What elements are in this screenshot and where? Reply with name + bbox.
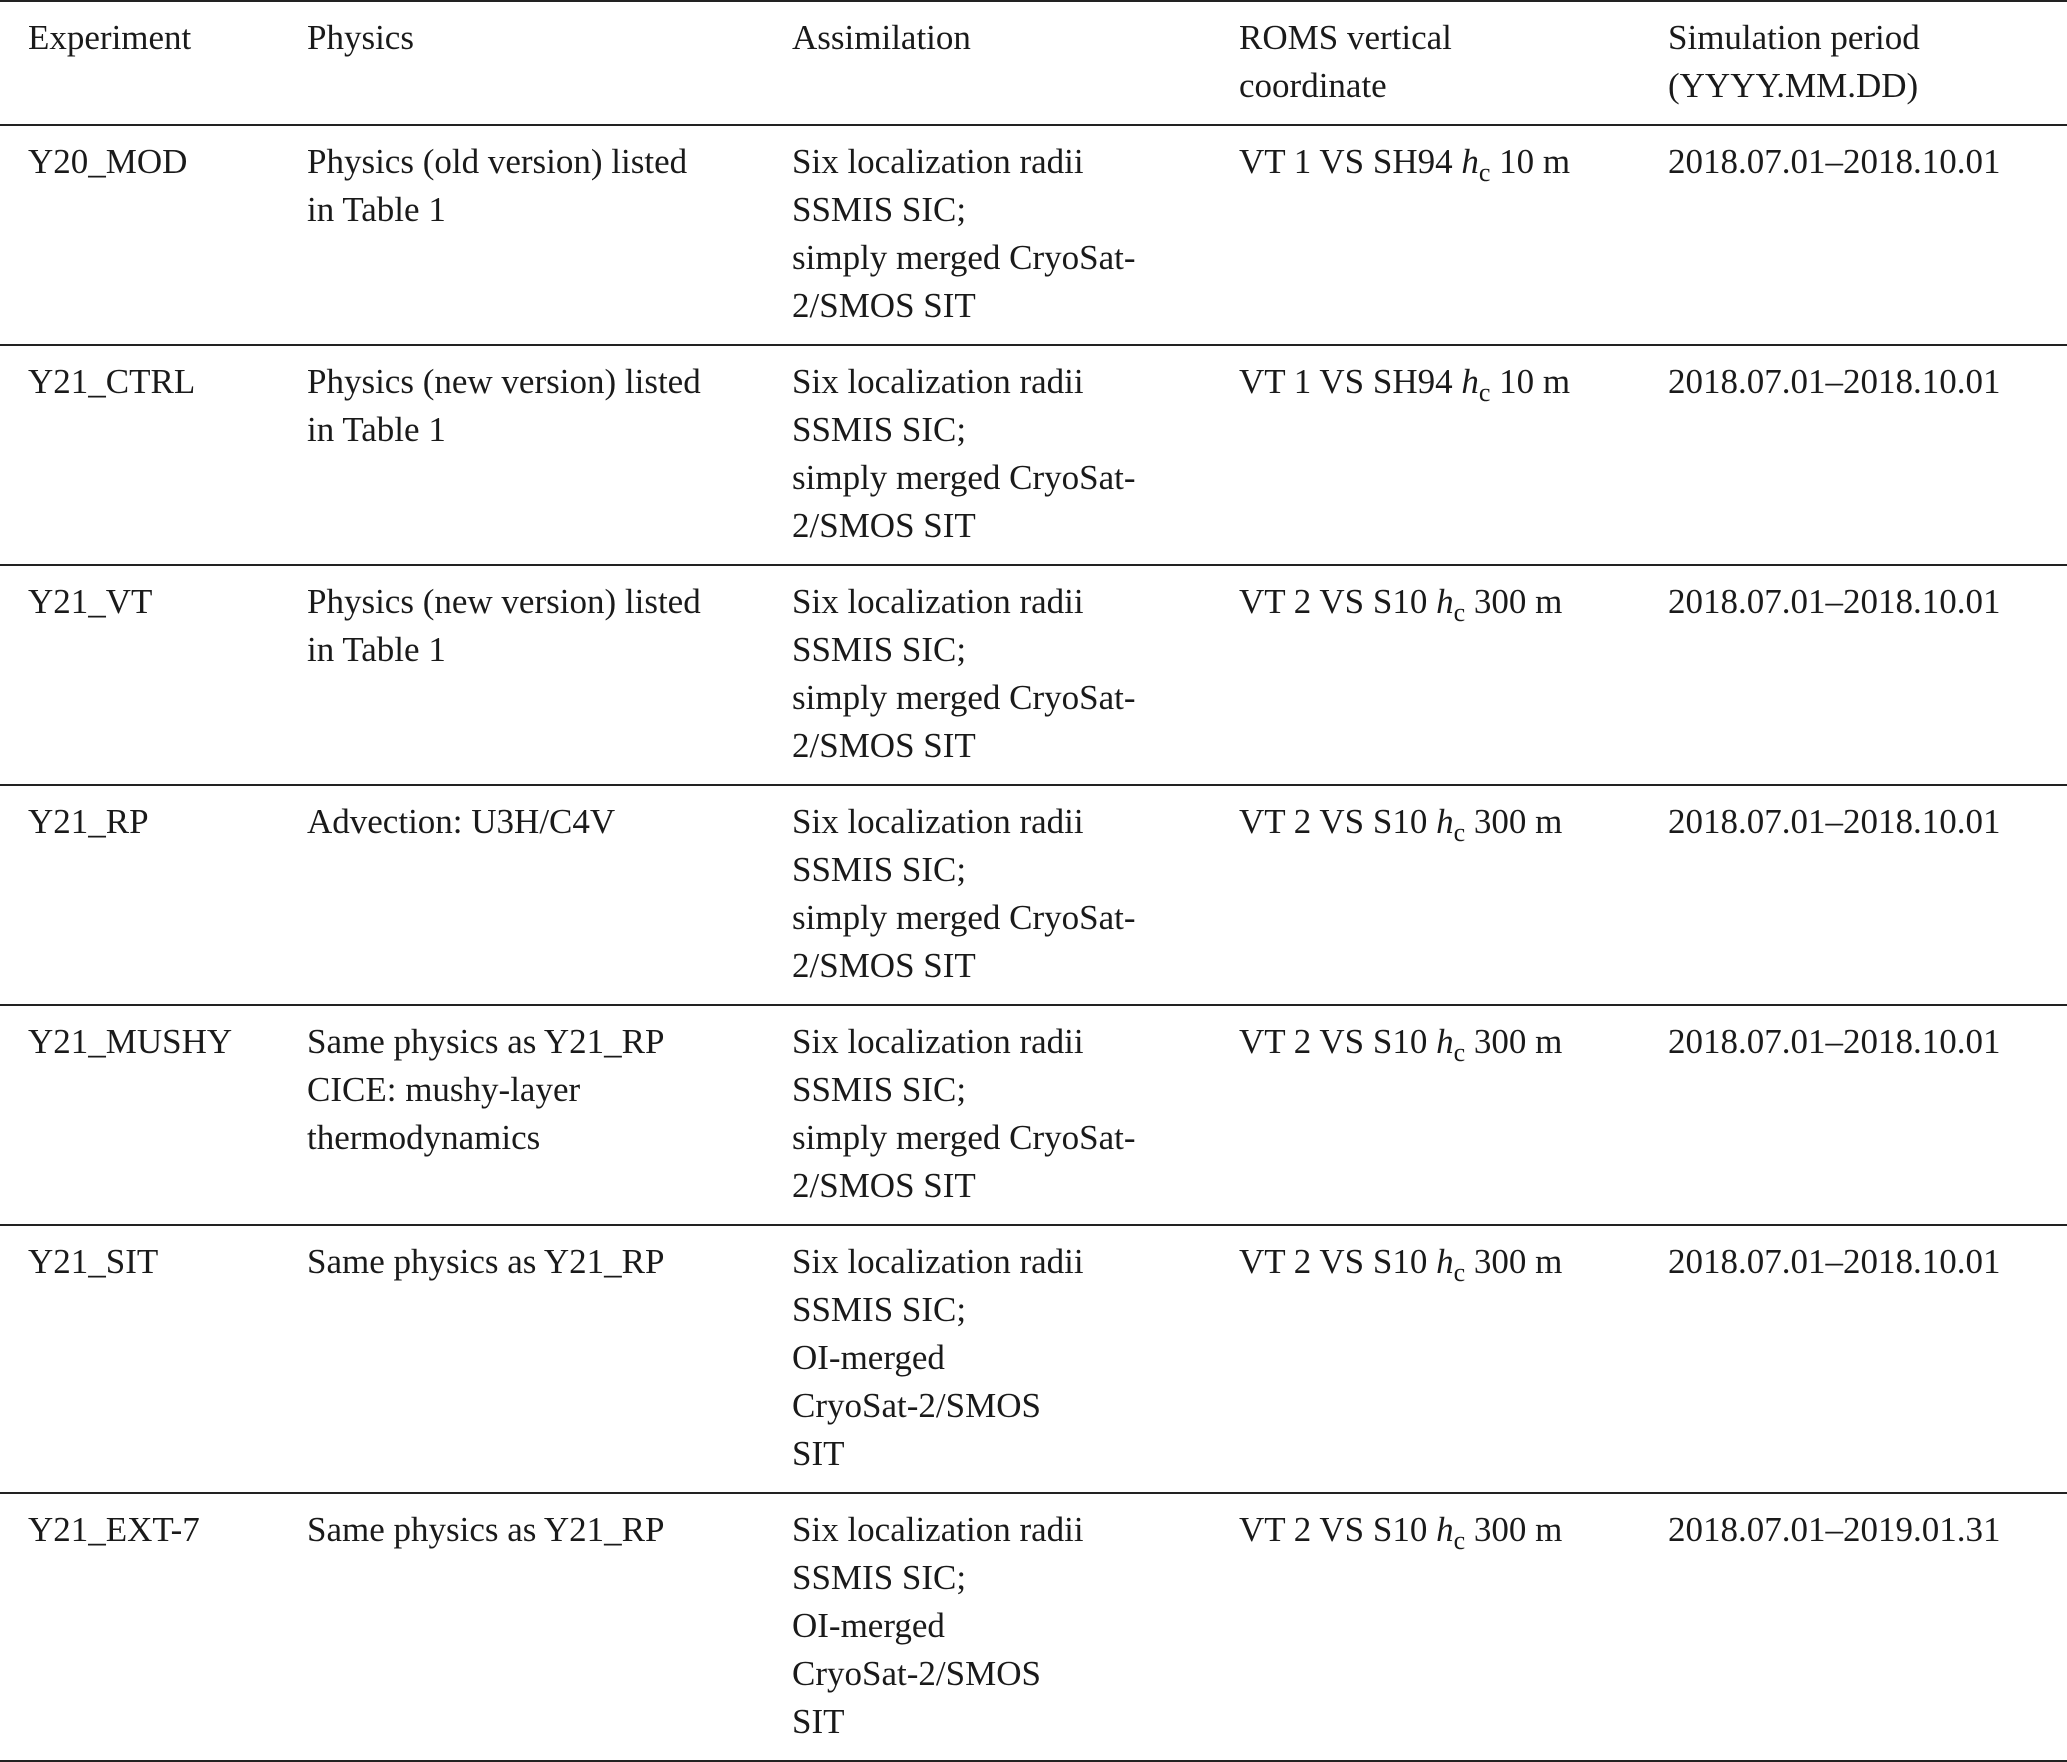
table-row [0,345,2067,565]
simulation-period-cell: 2018.07.01–2018.10.01 [1668,142,2001,181]
assimilation-line: SSMIS SIC; [792,850,967,889]
simulation-period-cell: 2018.07.01–2019.01.31 [1668,1510,2001,1549]
header-roms [1239,1,1668,125]
roms-suffix: 300 m [1465,1022,1563,1061]
roms-cell [1239,345,1668,565]
table-row [0,125,2067,345]
roms-coordinate [1239,142,1571,187]
physics-cell [307,125,792,345]
roms-prefix: VT 2 VS S10 [1239,1242,1437,1281]
physics-line: in Table 1 [307,630,446,669]
experiment-cell: Y21_MUSHY [28,1022,233,1061]
assimilation-line: OI-merged [792,1606,945,1645]
physics-line: thermodynamics [307,1118,541,1157]
roms-suffix: 300 m [1465,582,1563,621]
assimilation-cell [792,1493,1239,1761]
roms-hc-symbol: h [1436,802,1454,841]
physics-line: Same physics as Y21_RP [307,1510,665,1549]
roms-hc-subscript: c [1478,158,1491,187]
assimilation-line: OI-merged [792,1338,945,1377]
simulation-period-cell: 2018.07.01–2018.10.01 [1668,582,2001,621]
simulation-period-cell: 2018.07.01–2018.10.01 [1668,1242,2001,1281]
experiment-cell: Y21_RP [28,802,149,841]
roms-hc-subscript: c [1453,598,1466,627]
assimilation-line: 2/SMOS SIT [792,946,976,985]
physics-cell [307,565,792,785]
roms-cell [1239,785,1668,1005]
roms-coordinate [1239,802,1563,847]
assimilation-line: Six localization radii [792,142,1084,181]
assimilation-line: CryoSat-2/SMOS [792,1386,1041,1425]
simulation-period-cell: 2018.07.01–2018.10.01 [1668,1022,2001,1061]
physics-cell [307,785,792,1005]
assimilation-line: Six localization radii [792,802,1084,841]
header-physics: Physics [307,18,414,57]
assimilation-line: Six localization radii [792,1510,1084,1549]
assimilation-cell [792,345,1239,565]
physics-line: Physics (new version) listed [307,362,701,401]
assimilation-line: SSMIS SIC; [792,190,967,229]
roms-cell [1239,1493,1668,1761]
roms-hc-subscript: c [1478,378,1491,407]
roms-prefix: VT 2 VS S10 [1239,1510,1437,1549]
assimilation-line: SSMIS SIC; [792,630,967,669]
table-row [0,1225,2067,1493]
simulation-period-cell: 2018.07.01–2018.10.01 [1668,362,2001,401]
physics-line: in Table 1 [307,190,446,229]
physics-line: Physics (new version) listed [307,582,701,621]
experiment-cell: Y21_CTRL [28,362,196,401]
header-simulation-line: Simulation period [1668,18,1920,57]
roms-coordinate [1239,362,1571,407]
experiment-cell: Y21_VT [28,582,153,621]
simulation-period-cell: 2018.07.01–2018.10.01 [1668,802,2001,841]
roms-coordinate [1239,582,1563,627]
assimilation-line: SSMIS SIC; [792,1290,967,1329]
physics-line: Same physics as Y21_RP [307,1022,665,1061]
table-header [0,1,2067,125]
assimilation-cell [792,785,1239,1005]
roms-suffix: 10 m [1490,362,1571,401]
roms-suffix: 300 m [1465,1510,1563,1549]
physics-cell [307,1225,792,1493]
roms-suffix: 300 m [1465,802,1563,841]
roms-prefix: VT 1 VS SH94 [1239,142,1462,181]
assimilation-line: simply merged CryoSat- [792,678,1136,717]
header-simulation-line: (YYYY.MM.DD) [1668,66,1919,105]
physics-line: Physics (old version) listed [307,142,688,181]
roms-hc-symbol: h [1461,362,1479,401]
assimilation-line: Six localization radii [792,1022,1084,1061]
physics-cell [307,1493,792,1761]
table-body [0,125,2067,1761]
physics-cell [307,345,792,565]
roms-hc-symbol: h [1436,1022,1454,1061]
roms-suffix: 300 m [1465,1242,1563,1281]
assimilation-line: SIT [792,1434,845,1473]
roms-coordinate [1239,1510,1563,1555]
assimilation-line: 2/SMOS SIT [792,726,976,765]
roms-cell [1239,1005,1668,1225]
roms-hc-subscript: c [1453,1038,1466,1067]
physics-line: CICE: mushy-layer [307,1070,581,1109]
assimilation-line: SIT [792,1702,845,1741]
header-row [0,1,2067,125]
roms-hc-symbol: h [1436,1510,1454,1549]
experiment-cell: Y21_EXT-7 [28,1510,200,1549]
roms-hc-symbol: h [1436,1242,1454,1281]
roms-hc-symbol: h [1436,582,1454,621]
assimilation-cell [792,125,1239,345]
roms-prefix: VT 2 VS S10 [1239,1022,1437,1061]
table-row [0,1005,2067,1225]
assimilation-line: 2/SMOS SIT [792,286,976,325]
roms-hc-symbol: h [1461,142,1479,181]
roms-cell [1239,565,1668,785]
roms-coordinate [1239,1242,1563,1287]
header-assimilation: Assimilation [792,18,971,57]
experiment-cell: Y21_SIT [28,1242,159,1281]
roms-hc-subscript: c [1453,818,1466,847]
assimilation-line: 2/SMOS SIT [792,1166,976,1205]
roms-coordinate [1239,1022,1563,1067]
roms-prefix: VT 1 VS SH94 [1239,362,1462,401]
roms-cell [1239,125,1668,345]
assimilation-line: simply merged CryoSat- [792,238,1136,277]
physics-cell [307,1005,792,1225]
assimilation-line: Six localization radii [792,362,1084,401]
assimilation-line: Six localization radii [792,1242,1084,1281]
table-row [0,785,2067,1005]
assimilation-line: SSMIS SIC; [792,1070,967,1109]
header-roms-line: ROMS vertical [1239,18,1452,57]
physics-line: Advection: U3H/C4V [307,802,616,841]
table-row [0,565,2067,785]
header-roms-line: coordinate [1239,66,1387,105]
assimilation-line: SSMIS SIC; [792,410,967,449]
assimilation-cell [792,1005,1239,1225]
experiment-cell: Y20_MOD [28,142,188,181]
assimilation-line: CryoSat-2/SMOS [792,1654,1041,1693]
roms-prefix: VT 2 VS S10 [1239,802,1437,841]
assimilation-line: SSMIS SIC; [792,1558,967,1597]
assimilation-line: 2/SMOS SIT [792,506,976,545]
roms-hc-subscript: c [1453,1258,1466,1287]
assimilation-cell [792,565,1239,785]
roms-prefix: VT 2 VS S10 [1239,582,1437,621]
header-simulation-period [1668,1,2067,125]
table-row [0,1493,2067,1761]
roms-suffix: 10 m [1490,142,1571,181]
roms-hc-subscript: c [1453,1526,1466,1555]
assimilation-cell [792,1225,1239,1493]
physics-line: in Table 1 [307,410,446,449]
assimilation-line: simply merged CryoSat- [792,1118,1136,1157]
assimilation-line: simply merged CryoSat- [792,458,1136,497]
roms-cell [1239,1225,1668,1493]
assimilation-line: Six localization radii [792,582,1084,621]
assimilation-line: simply merged CryoSat- [792,898,1136,937]
physics-line: Same physics as Y21_RP [307,1242,665,1281]
header-experiment: Experiment [28,18,192,57]
